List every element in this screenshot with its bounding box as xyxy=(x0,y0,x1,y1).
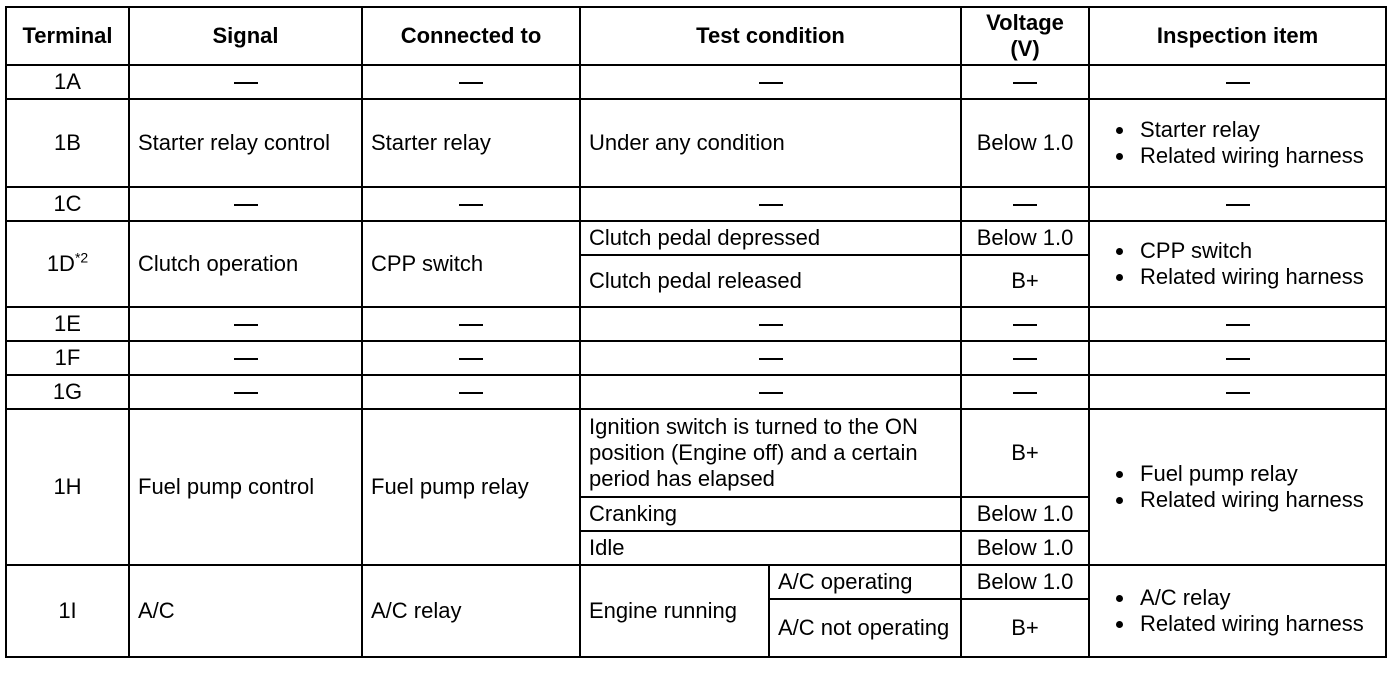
terminal-cell: 1B xyxy=(6,99,129,187)
header-test-condition: Test condition xyxy=(580,7,961,65)
dash-mark xyxy=(1226,392,1250,394)
condition-cell: Idle xyxy=(580,531,961,565)
terminal-cell: 1C xyxy=(6,187,129,221)
dash-mark xyxy=(1226,82,1250,84)
dash-mark xyxy=(234,82,258,84)
dash-mark xyxy=(759,324,783,326)
dash-mark xyxy=(459,204,483,206)
empty-dash xyxy=(1089,341,1386,375)
empty-dash xyxy=(362,187,580,221)
terminal-footnote: *2 xyxy=(74,249,89,266)
empty-dash xyxy=(129,341,362,375)
terminal-inspection-table xyxy=(5,6,1387,658)
list-item: • Fuel pump relay xyxy=(1136,461,1377,487)
voltage-cell: Below 1.0 xyxy=(961,497,1089,531)
signal-cell: Clutch operation xyxy=(129,221,362,307)
voltage-cell: B+ xyxy=(961,409,1089,497)
empty-dash xyxy=(961,187,1089,221)
table-row xyxy=(6,341,1386,375)
table-row xyxy=(6,187,1386,221)
header-row xyxy=(6,7,1386,65)
empty-dash xyxy=(1089,307,1386,341)
signal-cell: A/C xyxy=(129,565,362,657)
empty-dash xyxy=(362,341,580,375)
voltage-cell: B+ xyxy=(961,599,1089,657)
inspection-list xyxy=(1098,117,1377,169)
empty-dash xyxy=(961,341,1089,375)
dash-mark xyxy=(459,358,483,360)
voltage-cell: Below 1.0 xyxy=(961,99,1089,187)
empty-dash xyxy=(362,375,580,409)
header-connected-to: Connected to xyxy=(362,7,580,65)
dash-mark xyxy=(1226,324,1250,326)
empty-dash xyxy=(362,307,580,341)
table-row xyxy=(6,375,1386,409)
empty-dash xyxy=(129,65,362,99)
inspection-list xyxy=(1098,461,1377,513)
dash-mark xyxy=(234,324,258,326)
signal-cell: Starter relay control xyxy=(129,99,362,187)
table-row xyxy=(6,99,1386,187)
table-row xyxy=(6,409,1386,497)
dash-mark xyxy=(234,204,258,206)
table-row xyxy=(6,65,1386,99)
table-row xyxy=(6,221,1386,255)
terminal-cell: 1F xyxy=(6,341,129,375)
empty-dash xyxy=(129,187,362,221)
dash-mark xyxy=(459,82,483,84)
condition-cell: Clutch pedal released xyxy=(580,255,961,307)
empty-dash xyxy=(1089,187,1386,221)
list-item: • Related wiring harness xyxy=(1136,487,1377,513)
header-terminal: Terminal xyxy=(6,7,129,65)
connected-cell: A/C relay xyxy=(362,565,580,657)
inspection-cell xyxy=(1089,409,1386,565)
empty-dash xyxy=(580,375,961,409)
terminal-cell: 1E xyxy=(6,307,129,341)
condition-cell: Ignition switch is turned to the ON position (Engine off) and a certain period has elapsed xyxy=(580,409,961,497)
empty-dash xyxy=(961,375,1089,409)
empty-dash xyxy=(961,307,1089,341)
empty-dash xyxy=(129,307,362,341)
dash-mark xyxy=(1226,204,1250,206)
empty-dash xyxy=(580,341,961,375)
terminal-cell: $1D^{*2}$ xyxy=(6,221,129,307)
empty-dash xyxy=(580,307,961,341)
dash-mark xyxy=(1013,392,1037,394)
dash-mark xyxy=(1013,324,1037,326)
dash-mark xyxy=(1013,82,1037,84)
dash-mark xyxy=(1226,358,1250,360)
subcondition-cell: A/C not operating xyxy=(769,599,961,657)
connected-cell: Starter relay xyxy=(362,99,580,187)
dash-mark xyxy=(1013,204,1037,206)
signal-cell: Fuel pump control xyxy=(129,409,362,565)
terminal-cell: 1H xyxy=(6,409,129,565)
list-item: • CPP switch xyxy=(1136,238,1377,264)
inspection-cell xyxy=(1089,565,1386,657)
table-row xyxy=(6,565,1386,599)
condition-cell: Cranking xyxy=(580,497,961,531)
inspection-cell xyxy=(1089,99,1386,187)
empty-dash xyxy=(961,65,1089,99)
connected-cell: Fuel pump relay xyxy=(362,409,580,565)
dash-mark xyxy=(459,324,483,326)
list-item: • Related wiring harness xyxy=(1136,611,1377,637)
list-item: • Starter relay xyxy=(1136,117,1377,143)
condition-cell: Under any condition xyxy=(580,99,961,187)
dash-mark xyxy=(459,392,483,394)
voltage-cell: Below 1.0 xyxy=(961,565,1089,599)
dash-mark xyxy=(1013,358,1037,360)
list-item: • A/C relay xyxy=(1136,585,1377,611)
dash-mark xyxy=(234,358,258,360)
dash-mark xyxy=(759,392,783,394)
subcondition-cell: A/C operating xyxy=(769,565,961,599)
condition-cell: Engine running xyxy=(580,565,769,657)
empty-dash xyxy=(362,65,580,99)
inspection-list xyxy=(1098,238,1377,290)
list-item: • Related wiring harness xyxy=(1136,264,1377,290)
dash-mark xyxy=(234,392,258,394)
dash-mark xyxy=(759,204,783,206)
voltage-cell: Below 1.0 xyxy=(961,531,1089,565)
connected-cell: CPP switch xyxy=(362,221,580,307)
empty-dash xyxy=(1089,65,1386,99)
header-inspection-item: Inspection item xyxy=(1089,7,1386,65)
terminal-cell: 1A xyxy=(6,65,129,99)
empty-dash xyxy=(129,375,362,409)
header-signal: Signal xyxy=(129,7,362,65)
empty-dash xyxy=(580,187,961,221)
inspection-cell xyxy=(1089,221,1386,307)
condition-cell: Clutch pedal depressed xyxy=(580,221,961,255)
table-row xyxy=(6,307,1386,341)
terminal-cell: 1G xyxy=(6,375,129,409)
empty-dash xyxy=(580,65,961,99)
header-voltage: Voltage (V) xyxy=(961,7,1089,65)
voltage-cell: Below 1.0 xyxy=(961,221,1089,255)
list-item: • Related wiring harness xyxy=(1136,143,1377,169)
empty-dash xyxy=(1089,375,1386,409)
inspection-list xyxy=(1098,585,1377,637)
dash-mark xyxy=(759,358,783,360)
dash-mark xyxy=(759,82,783,84)
terminal-cell: 1I xyxy=(6,565,129,657)
voltage-cell: B+ xyxy=(961,255,1089,307)
